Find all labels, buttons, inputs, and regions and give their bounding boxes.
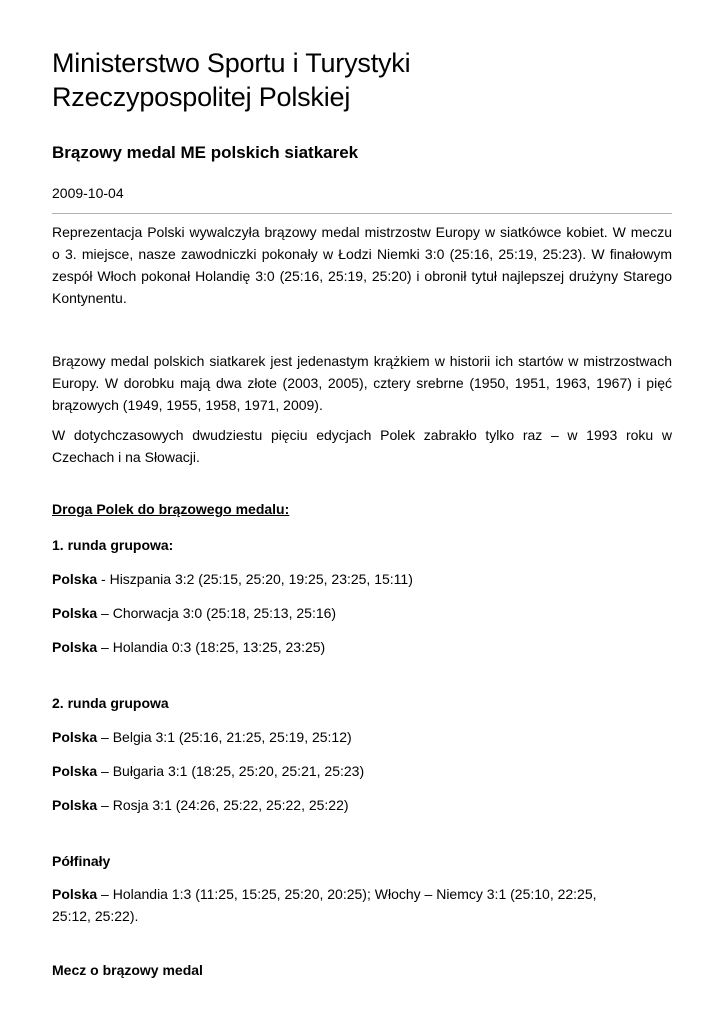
match-row — [52, 762, 672, 780]
site-title — [52, 46, 672, 114]
article-title: Brązowy medal ME polskich siatkarek — [52, 143, 359, 162]
match-row — [52, 728, 672, 746]
lead-paragraph: Reprezentacja Polski wywalczyła brązowy medal mistrzostw Europy w siatkówce kobiet. W meczu o 3. miejsce, nasze zawodniczki pokonały w Łodzi Niemki 3:0 (25:16, 25:19, 25:23). W finałowym zespół Włoch pokonał Holandię 3:0 (25:16, 25:19, 25:20) i obronił tytuł najlepszej drużyny Starego Kontynentu. — [52, 224, 672, 306]
match-result: – Belgia 3:1 (25:16, 21:25, 25:19, 25:12) — [97, 729, 352, 745]
divider — [52, 213, 672, 214]
match-row — [52, 638, 672, 656]
match-result: – Holandia 0:3 (18:25, 13:25, 23:25) — [97, 639, 326, 655]
match-result: – Bułgaria 3:1 (18:25, 25:20, 25:21, 25:23) — [97, 763, 365, 779]
match-row — [52, 796, 672, 814]
history-paragraph: Brązowy medal polskich siatkarek jest jedenastym krążkiem w historii ich startów w mistrzostwach Europy. W dorobku mają dwa złote (2003, 2005), cztery srebrne (1950, 1951, 1963, 1967) i pięć brązowych (1949, 1955, 1958, 1971, 2009). — [52, 353, 672, 413]
match-result: - Hiszpania 3:2 (25:15, 25:20, 19:25, 23:25, 15:11) — [97, 571, 413, 587]
road-heading: Droga Polek do brązowego medalu: — [52, 501, 290, 517]
semifinal-row — [52, 885, 672, 903]
site-title-line-1: Ministerstwo Sportu i Turystyki — [52, 48, 411, 78]
team-name: Polska — [52, 729, 98, 745]
team-name: Polska — [52, 639, 98, 655]
article-date: 2009-10-04 — [52, 185, 124, 201]
match-result: – Holandia 1:3 (11:25, 15:25, 25:20, 20:25); Włochy – Niemcy 3:1 (25:10, 22:25, — [97, 886, 597, 902]
round2-heading: 2. runda grupowa — [52, 695, 169, 711]
match-row — [52, 570, 672, 588]
site-title-line-2: Rzeczypospolitej Polskiej — [52, 82, 351, 112]
match-result: – Rosja 3:1 (24:26, 25:22, 25:22, 25:22) — [97, 797, 349, 813]
team-name: Polska — [52, 886, 98, 902]
bronze-match-heading: Mecz o brązowy medal — [52, 962, 203, 978]
team-name: Polska — [52, 571, 98, 587]
round1-heading: 1. runda grupowa: — [52, 537, 174, 553]
semifinals-heading: Półfinały — [52, 853, 111, 869]
team-name: Polska — [52, 763, 98, 779]
match-result: – Chorwacja 3:0 (25:18, 25:13, 25:16) — [97, 605, 337, 621]
absence-paragraph: W dotychczasowych dwudziestu pięciu edycjach Polek zabrakło tylko raz – w 1993 roku w Czechach i na Słowacji. — [52, 427, 672, 465]
match-row — [52, 604, 672, 622]
team-name: Polska — [52, 605, 98, 621]
team-name: Polska — [52, 797, 98, 813]
semifinal-row-continued: 25:12, 25:22). — [52, 908, 139, 924]
